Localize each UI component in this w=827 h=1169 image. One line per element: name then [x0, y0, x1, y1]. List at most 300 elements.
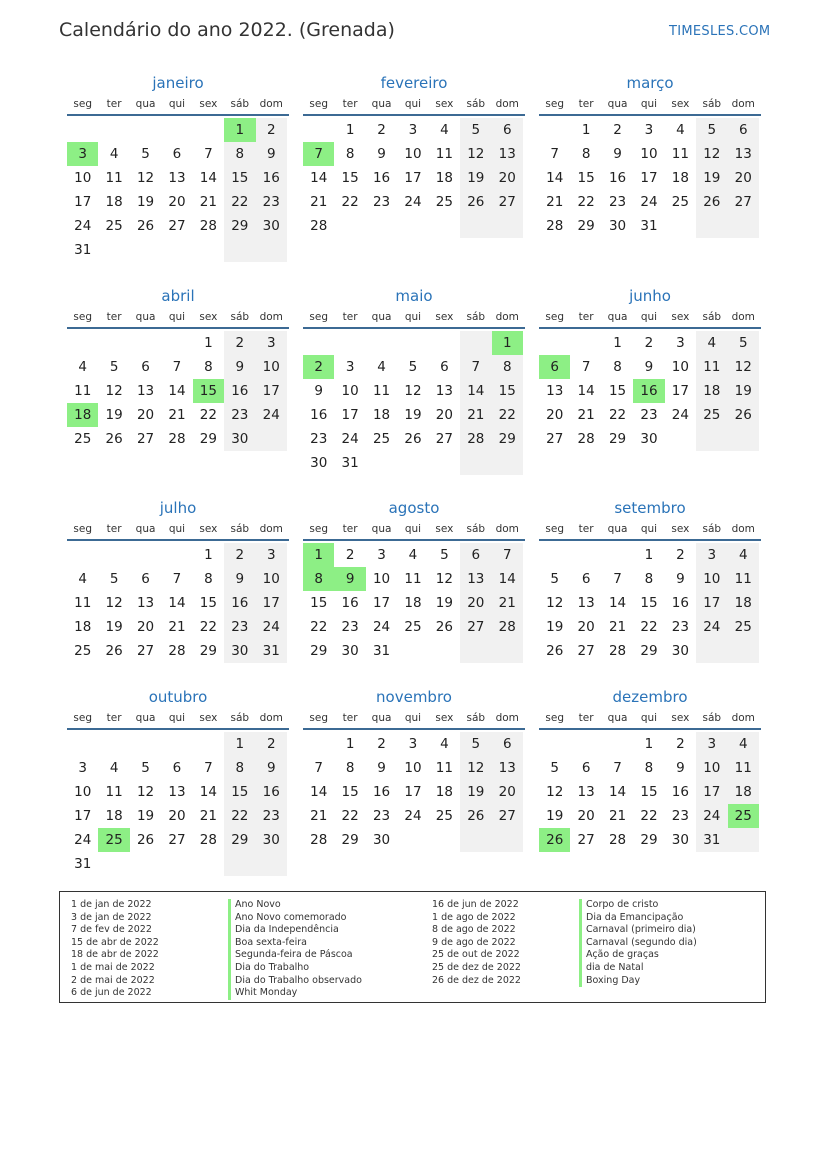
- day-cell[interactable]: 15: [341, 170, 359, 186]
- day-cell[interactable]: 2: [345, 547, 355, 563]
- day-cell[interactable]: 24: [696, 804, 727, 828]
- day-cell[interactable]: 9: [676, 760, 685, 776]
- day-cell[interactable]: 23: [310, 431, 328, 447]
- day-cell[interactable]: 25: [696, 403, 727, 427]
- day-cell[interactable]: 5: [460, 118, 491, 142]
- day-cell[interactable]: 17: [696, 591, 727, 615]
- day-cell[interactable]: 5: [460, 732, 491, 756]
- day-cell[interactable]: 7: [172, 571, 182, 587]
- day-cell[interactable]: 11: [435, 760, 453, 776]
- day-cell[interactable]: 24: [341, 431, 359, 447]
- day-cell[interactable]: 23: [671, 619, 689, 635]
- day-cell[interactable]: 15: [640, 784, 658, 800]
- day-cell[interactable]: 11: [696, 355, 727, 379]
- day-cell[interactable]: 11: [728, 567, 759, 591]
- day-cell[interactable]: 8: [204, 359, 213, 375]
- day-cell[interactable]: 23: [341, 619, 359, 635]
- day-cell[interactable]: 9: [377, 760, 386, 776]
- day-cell[interactable]: 26: [404, 431, 422, 447]
- day-cell[interactable]: 12: [460, 756, 491, 780]
- day-cell[interactable]: 4: [109, 760, 119, 776]
- day-cell[interactable]: 19: [136, 194, 155, 210]
- day-cell[interactable]: 12: [435, 571, 453, 587]
- day-cell[interactable]: 7: [204, 146, 213, 162]
- day-cell[interactable]: 6: [440, 359, 449, 375]
- day-cell[interactable]: 27: [136, 643, 155, 659]
- day-cell[interactable]: 3: [644, 122, 654, 138]
- day-cell[interactable]: 17: [640, 170, 658, 186]
- day-cell[interactable]: 24: [74, 218, 92, 234]
- day-cell[interactable]: 4: [676, 122, 685, 138]
- day-cell[interactable]: 14: [168, 383, 186, 399]
- day-cell[interactable]: 19: [546, 619, 564, 635]
- holiday-day-cell[interactable]: 1: [303, 543, 334, 567]
- day-cell[interactable]: 24: [404, 194, 422, 210]
- day-cell[interactable]: 12: [105, 383, 123, 399]
- day-cell[interactable]: 14: [199, 784, 217, 800]
- day-cell[interactable]: 7: [314, 760, 323, 776]
- day-cell[interactable]: 19: [435, 595, 453, 611]
- day-cell[interactable]: 7: [613, 571, 622, 587]
- day-cell[interactable]: 12: [546, 595, 564, 611]
- day-cell[interactable]: 27: [168, 832, 186, 848]
- day-cell[interactable]: 18: [435, 784, 453, 800]
- day-cell[interactable]: 23: [608, 194, 627, 210]
- day-cell[interactable]: 31: [640, 218, 658, 234]
- day-cell[interactable]: 27: [546, 431, 564, 447]
- day-cell[interactable]: 18: [728, 780, 759, 804]
- day-cell[interactable]: 2: [676, 547, 685, 563]
- day-cell[interactable]: 9: [676, 571, 685, 587]
- day-cell[interactable]: 12: [546, 784, 564, 800]
- day-cell[interactable]: 28: [546, 218, 564, 234]
- day-cell[interactable]: 16: [671, 595, 689, 611]
- day-cell[interactable]: 20: [168, 194, 186, 210]
- day-cell[interactable]: 13: [136, 595, 155, 611]
- day-cell[interactable]: 8: [644, 571, 654, 587]
- day-cell[interactable]: 5: [109, 359, 119, 375]
- day-cell[interactable]: 15: [341, 784, 359, 800]
- day-cell[interactable]: 8: [224, 142, 255, 166]
- day-cell[interactable]: 19: [460, 780, 491, 804]
- day-cell[interactable]: 13: [168, 784, 186, 800]
- day-cell[interactable]: 16: [256, 166, 287, 190]
- day-cell[interactable]: 7: [492, 543, 523, 567]
- day-cell[interactable]: 28: [168, 643, 186, 659]
- day-cell[interactable]: 26: [435, 619, 453, 635]
- day-cell[interactable]: 19: [105, 619, 123, 635]
- day-cell[interactable]: 7: [581, 359, 591, 375]
- day-cell[interactable]: 18: [728, 591, 759, 615]
- day-cell[interactable]: 13: [435, 383, 453, 399]
- day-cell[interactable]: 9: [377, 146, 386, 162]
- day-cell[interactable]: 22: [640, 808, 658, 824]
- day-cell[interactable]: 27: [728, 190, 759, 214]
- day-cell[interactable]: 16: [372, 170, 391, 186]
- day-cell[interactable]: 5: [550, 760, 559, 776]
- day-cell[interactable]: 22: [224, 804, 255, 828]
- day-cell[interactable]: 2: [224, 331, 255, 355]
- day-cell[interactable]: 2: [613, 122, 622, 138]
- day-cell[interactable]: 31: [341, 455, 359, 471]
- day-cell[interactable]: 28: [310, 218, 328, 234]
- day-cell[interactable]: 30: [608, 218, 627, 234]
- day-cell[interactable]: 5: [550, 571, 559, 587]
- day-cell[interactable]: 12: [404, 383, 422, 399]
- day-cell[interactable]: 4: [377, 359, 386, 375]
- day-cell[interactable]: 4: [728, 543, 759, 567]
- day-cell[interactable]: 8: [581, 146, 591, 162]
- day-cell[interactable]: 3: [696, 732, 727, 756]
- day-cell[interactable]: 15: [224, 780, 255, 804]
- day-cell[interactable]: 15: [199, 595, 217, 611]
- day-cell[interactable]: 6: [492, 118, 523, 142]
- day-cell[interactable]: 5: [440, 547, 449, 563]
- day-cell[interactable]: 12: [728, 355, 759, 379]
- day-cell[interactable]: 19: [105, 407, 123, 423]
- day-cell[interactable]: 13: [168, 170, 186, 186]
- day-cell[interactable]: 22: [224, 190, 255, 214]
- day-cell[interactable]: 13: [577, 784, 595, 800]
- day-cell[interactable]: 29: [224, 828, 255, 852]
- holiday-day-cell[interactable]: 26: [539, 828, 570, 852]
- day-cell[interactable]: 29: [640, 832, 658, 848]
- day-cell[interactable]: 2: [224, 543, 255, 567]
- day-cell[interactable]: 2: [676, 736, 685, 752]
- day-cell[interactable]: 30: [256, 214, 287, 238]
- day-cell[interactable]: 14: [492, 567, 523, 591]
- day-cell[interactable]: 30: [341, 643, 359, 659]
- day-cell[interactable]: 27: [492, 804, 523, 828]
- day-cell[interactable]: 29: [199, 431, 217, 447]
- day-cell[interactable]: 21: [199, 808, 217, 824]
- day-cell[interactable]: 30: [310, 455, 328, 471]
- day-cell[interactable]: 22: [608, 407, 627, 423]
- day-cell[interactable]: 27: [435, 431, 453, 447]
- day-cell[interactable]: 7: [460, 355, 491, 379]
- day-cell[interactable]: 17: [74, 808, 92, 824]
- day-cell[interactable]: 22: [492, 403, 523, 427]
- day-cell[interactable]: 25: [74, 643, 92, 659]
- day-cell[interactable]: 4: [109, 146, 119, 162]
- day-cell[interactable]: 28: [492, 615, 523, 639]
- day-cell[interactable]: 27: [577, 832, 595, 848]
- day-cell[interactable]: 3: [676, 335, 685, 351]
- day-cell[interactable]: 26: [460, 804, 491, 828]
- day-cell[interactable]: 17: [696, 780, 727, 804]
- day-cell[interactable]: 10: [696, 567, 727, 591]
- day-cell[interactable]: 31: [256, 639, 287, 663]
- day-cell[interactable]: 13: [546, 383, 564, 399]
- holiday-day-cell[interactable]: 16: [633, 379, 664, 403]
- day-cell[interactable]: 18: [372, 407, 391, 423]
- day-cell[interactable]: 20: [577, 808, 595, 824]
- day-cell[interactable]: 27: [168, 218, 186, 234]
- day-cell[interactable]: 31: [74, 242, 92, 258]
- day-cell[interactable]: 28: [168, 431, 186, 447]
- day-cell[interactable]: 26: [460, 190, 491, 214]
- day-cell[interactable]: 16: [224, 591, 255, 615]
- day-cell[interactable]: 14: [608, 595, 627, 611]
- day-cell[interactable]: 13: [492, 142, 523, 166]
- day-cell[interactable]: 30: [640, 431, 658, 447]
- day-cell[interactable]: 23: [224, 403, 255, 427]
- holiday-day-cell[interactable]: 3: [67, 142, 98, 166]
- day-cell[interactable]: 10: [404, 760, 422, 776]
- day-cell[interactable]: 17: [256, 379, 287, 403]
- day-cell[interactable]: 10: [256, 355, 287, 379]
- day-cell[interactable]: 15: [224, 166, 255, 190]
- day-cell[interactable]: 7: [204, 760, 213, 776]
- day-cell[interactable]: 6: [728, 118, 759, 142]
- day-cell[interactable]: 9: [224, 355, 255, 379]
- day-cell[interactable]: 24: [404, 808, 422, 824]
- day-cell[interactable]: 5: [728, 331, 759, 355]
- day-cell[interactable]: 24: [372, 619, 391, 635]
- day-cell[interactable]: 26: [696, 190, 727, 214]
- day-cell[interactable]: 1: [345, 122, 355, 138]
- day-cell[interactable]: 29: [341, 832, 359, 848]
- day-cell[interactable]: 11: [404, 571, 422, 587]
- day-cell[interactable]: 15: [492, 379, 523, 403]
- day-cell[interactable]: 18: [74, 619, 92, 635]
- day-cell[interactable]: 10: [256, 567, 287, 591]
- day-cell[interactable]: 8: [204, 571, 213, 587]
- day-cell[interactable]: 8: [644, 760, 654, 776]
- day-cell[interactable]: 13: [492, 756, 523, 780]
- day-cell[interactable]: 29: [492, 427, 523, 451]
- day-cell[interactable]: 27: [492, 190, 523, 214]
- day-cell[interactable]: 9: [613, 146, 622, 162]
- day-cell[interactable]: 28: [577, 431, 595, 447]
- day-cell[interactable]: 29: [608, 431, 627, 447]
- day-cell[interactable]: 23: [640, 407, 658, 423]
- day-cell[interactable]: 2: [256, 118, 287, 142]
- day-cell[interactable]: 5: [408, 359, 418, 375]
- day-cell[interactable]: 27: [577, 643, 595, 659]
- day-cell[interactable]: 28: [199, 832, 217, 848]
- day-cell[interactable]: 10: [341, 383, 359, 399]
- day-cell[interactable]: 4: [78, 571, 87, 587]
- day-cell[interactable]: 13: [136, 383, 155, 399]
- day-cell[interactable]: 12: [696, 142, 727, 166]
- day-cell[interactable]: 20: [460, 591, 491, 615]
- day-cell[interactable]: 6: [172, 760, 182, 776]
- holiday-day-cell[interactable]: 1: [224, 118, 255, 142]
- holiday-day-cell[interactable]: 8: [303, 567, 334, 591]
- day-cell[interactable]: 10: [671, 359, 689, 375]
- day-cell[interactable]: 4: [696, 331, 727, 355]
- day-cell[interactable]: 15: [310, 595, 328, 611]
- day-cell[interactable]: 20: [577, 619, 595, 635]
- day-cell[interactable]: 22: [199, 407, 217, 423]
- day-cell[interactable]: 6: [460, 543, 491, 567]
- holiday-day-cell[interactable]: 7: [303, 142, 334, 166]
- day-cell[interactable]: 20: [136, 619, 155, 635]
- holiday-day-cell[interactable]: 25: [98, 828, 129, 852]
- day-cell[interactable]: 1: [224, 732, 255, 756]
- day-cell[interactable]: 25: [435, 808, 453, 824]
- day-cell[interactable]: 10: [372, 571, 391, 587]
- day-cell[interactable]: 10: [74, 170, 92, 186]
- day-cell[interactable]: 6: [141, 571, 150, 587]
- day-cell[interactable]: 4: [728, 732, 759, 756]
- day-cell[interactable]: 26: [136, 218, 155, 234]
- day-cell[interactable]: 6: [141, 359, 150, 375]
- day-cell[interactable]: 29: [224, 214, 255, 238]
- day-cell[interactable]: 11: [372, 383, 391, 399]
- holiday-day-cell[interactable]: 1: [492, 331, 523, 355]
- holiday-day-cell[interactable]: 25: [728, 804, 759, 828]
- day-cell[interactable]: 26: [105, 431, 123, 447]
- day-cell[interactable]: 31: [696, 828, 727, 852]
- day-cell[interactable]: 21: [310, 808, 328, 824]
- day-cell[interactable]: 21: [310, 194, 328, 210]
- day-cell[interactable]: 4: [440, 122, 449, 138]
- day-cell[interactable]: 1: [613, 335, 622, 351]
- day-cell[interactable]: 11: [74, 595, 92, 611]
- day-cell[interactable]: 22: [341, 808, 359, 824]
- day-cell[interactable]: 13: [577, 595, 595, 611]
- day-cell[interactable]: 10: [640, 146, 658, 162]
- day-cell[interactable]: 5: [696, 118, 727, 142]
- day-cell[interactable]: 16: [608, 170, 627, 186]
- day-cell[interactable]: 23: [224, 615, 255, 639]
- holiday-day-cell[interactable]: 2: [303, 355, 334, 379]
- day-cell[interactable]: 21: [199, 194, 217, 210]
- day-cell[interactable]: 18: [696, 379, 727, 403]
- day-cell[interactable]: 3: [256, 331, 287, 355]
- day-cell[interactable]: 22: [199, 619, 217, 635]
- day-cell[interactable]: 16: [341, 595, 359, 611]
- day-cell[interactable]: 8: [613, 359, 622, 375]
- day-cell[interactable]: 25: [105, 218, 123, 234]
- day-cell[interactable]: 9: [224, 567, 255, 591]
- day-cell[interactable]: 12: [105, 595, 123, 611]
- day-cell[interactable]: 21: [492, 591, 523, 615]
- day-cell[interactable]: 11: [435, 146, 453, 162]
- day-cell[interactable]: 29: [577, 218, 595, 234]
- day-cell[interactable]: 19: [546, 808, 564, 824]
- day-cell[interactable]: 20: [492, 166, 523, 190]
- day-cell[interactable]: 1: [345, 736, 355, 752]
- day-cell[interactable]: 13: [460, 567, 491, 591]
- day-cell[interactable]: 9: [644, 359, 654, 375]
- day-cell[interactable]: 7: [172, 359, 182, 375]
- day-cell[interactable]: 24: [696, 615, 727, 639]
- day-cell[interactable]: 19: [460, 166, 491, 190]
- day-cell[interactable]: 17: [372, 595, 391, 611]
- day-cell[interactable]: 13: [728, 142, 759, 166]
- day-cell[interactable]: 22: [640, 619, 658, 635]
- day-cell[interactable]: 20: [136, 407, 155, 423]
- day-cell[interactable]: 15: [608, 383, 627, 399]
- day-cell[interactable]: 11: [671, 146, 689, 162]
- day-cell[interactable]: 2: [377, 122, 386, 138]
- day-cell[interactable]: 4: [408, 547, 418, 563]
- day-cell[interactable]: 17: [671, 383, 689, 399]
- day-cell[interactable]: 8: [345, 760, 355, 776]
- day-cell[interactable]: 19: [404, 407, 422, 423]
- day-cell[interactable]: 19: [728, 379, 759, 403]
- day-cell[interactable]: 5: [141, 760, 150, 776]
- day-cell[interactable]: 20: [728, 166, 759, 190]
- day-cell[interactable]: 31: [74, 856, 92, 872]
- day-cell[interactable]: 3: [78, 760, 87, 776]
- day-cell[interactable]: 20: [168, 808, 186, 824]
- day-cell[interactable]: 27: [460, 615, 491, 639]
- day-cell[interactable]: 8: [345, 146, 355, 162]
- day-cell[interactable]: 2: [256, 732, 287, 756]
- holiday-day-cell[interactable]: 18: [67, 403, 98, 427]
- day-cell[interactable]: 12: [136, 784, 155, 800]
- day-cell[interactable]: 3: [408, 736, 418, 752]
- day-cell[interactable]: 21: [168, 407, 186, 423]
- day-cell[interactable]: 26: [136, 832, 155, 848]
- day-cell[interactable]: 2: [644, 335, 654, 351]
- day-cell[interactable]: 19: [696, 166, 727, 190]
- day-cell[interactable]: 12: [460, 142, 491, 166]
- day-cell[interactable]: 3: [256, 543, 287, 567]
- day-cell[interactable]: 10: [696, 756, 727, 780]
- day-cell[interactable]: 19: [136, 808, 155, 824]
- day-cell[interactable]: 8: [492, 355, 523, 379]
- day-cell[interactable]: 15: [640, 595, 658, 611]
- day-cell[interactable]: 25: [435, 194, 453, 210]
- day-cell[interactable]: 9: [256, 756, 287, 780]
- day-cell[interactable]: 14: [310, 170, 328, 186]
- day-cell[interactable]: 28: [199, 218, 217, 234]
- day-cell[interactable]: 14: [168, 595, 186, 611]
- day-cell[interactable]: 25: [74, 431, 92, 447]
- day-cell[interactable]: 30: [224, 427, 255, 451]
- day-cell[interactable]: 1: [581, 122, 591, 138]
- day-cell[interactable]: 21: [577, 407, 595, 423]
- day-cell[interactable]: 27: [136, 431, 155, 447]
- day-cell[interactable]: 6: [492, 732, 523, 756]
- day-cell[interactable]: 4: [440, 736, 449, 752]
- day-cell[interactable]: 29: [640, 643, 658, 659]
- day-cell[interactable]: 18: [105, 808, 123, 824]
- day-cell[interactable]: 24: [640, 194, 658, 210]
- day-cell[interactable]: 14: [199, 170, 217, 186]
- day-cell[interactable]: 23: [256, 804, 287, 828]
- day-cell[interactable]: 11: [74, 383, 92, 399]
- day-cell[interactable]: 1: [204, 547, 213, 563]
- day-cell[interactable]: 25: [728, 615, 759, 639]
- day-cell[interactable]: 11: [105, 170, 123, 186]
- day-cell[interactable]: 14: [460, 379, 491, 403]
- day-cell[interactable]: 26: [728, 403, 759, 427]
- day-cell[interactable]: 6: [581, 571, 591, 587]
- day-cell[interactable]: 2: [377, 736, 386, 752]
- day-cell[interactable]: 25: [372, 431, 391, 447]
- day-cell[interactable]: 26: [105, 643, 123, 659]
- day-cell[interactable]: 17: [256, 591, 287, 615]
- day-cell[interactable]: 30: [671, 832, 689, 848]
- day-cell[interactable]: 6: [172, 146, 182, 162]
- day-cell[interactable]: 24: [671, 407, 689, 423]
- day-cell[interactable]: 23: [372, 808, 391, 824]
- day-cell[interactable]: 20: [435, 407, 453, 423]
- day-cell[interactable]: 30: [372, 832, 391, 848]
- day-cell[interactable]: 9: [314, 383, 323, 399]
- day-cell[interactable]: 23: [671, 808, 689, 824]
- holiday-day-cell[interactable]: 6: [539, 355, 570, 379]
- day-cell[interactable]: 11: [728, 756, 759, 780]
- day-cell[interactable]: 28: [460, 427, 491, 451]
- day-cell[interactable]: 25: [404, 619, 422, 635]
